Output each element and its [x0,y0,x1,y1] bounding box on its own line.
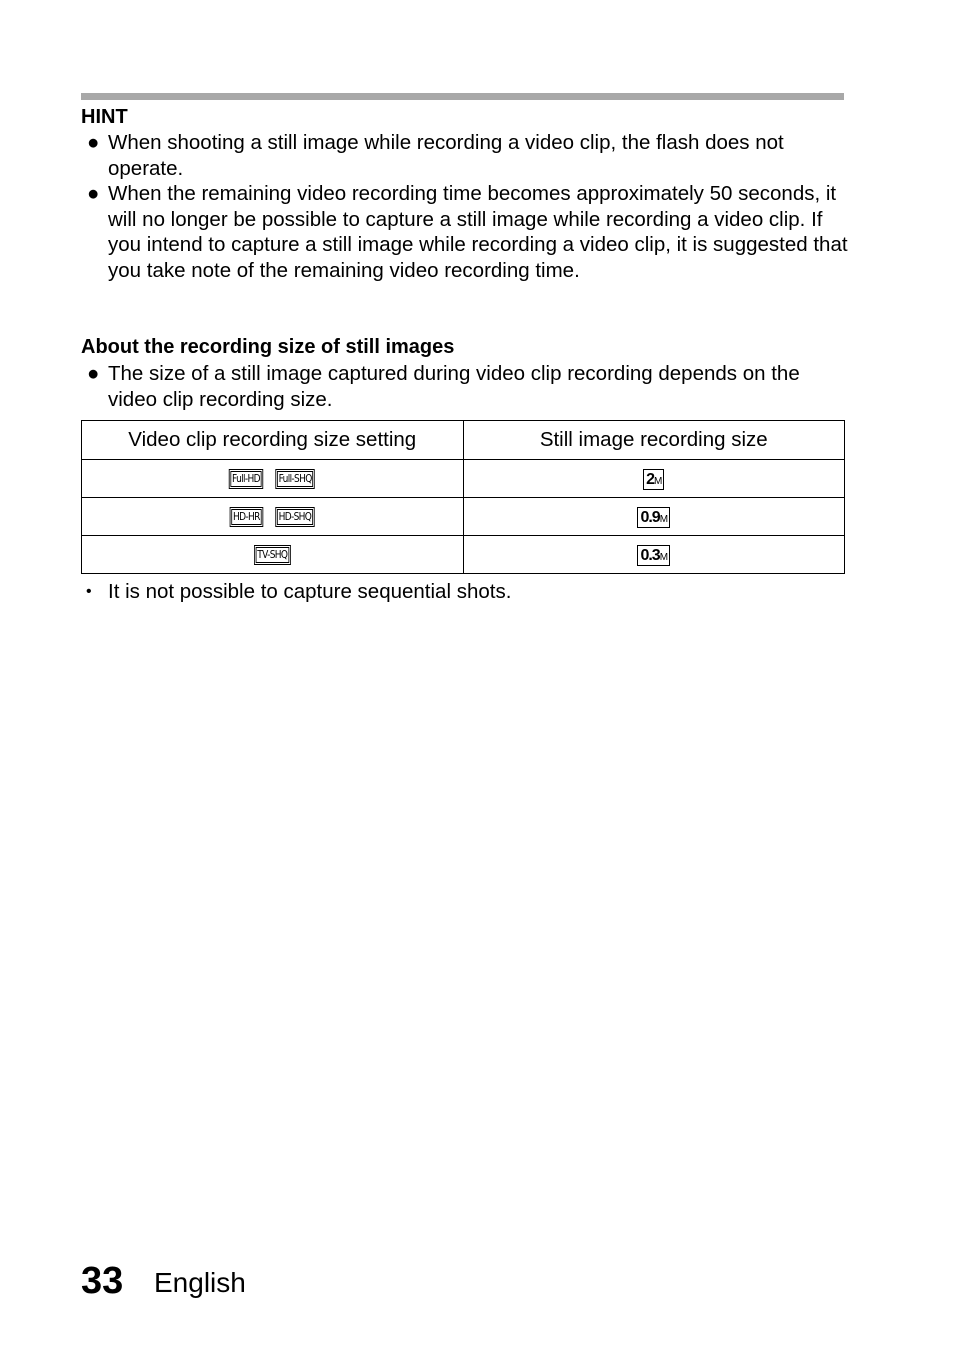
still-size-unit: M [659,513,668,525]
full-shq-icon: Full-SHQ [275,469,315,489]
bullet-mark: ● [87,182,100,206]
hint-bullet-text: When the remaining video recording time becomes approximately 50 seconds, it will no longer be possible to capture a still image while recording a video clip. If you intend to capture a still image while recording a video clip, it is suggested that you take note of the remaining video recording time. [108,182,848,282]
section-bullet-text: The size of a still image captured during video clip recording depends on the video clip recording size. [108,362,800,411]
full-hd-icon: Full-HD [229,469,263,489]
still-size-2m-icon [643,469,664,490]
bullet-mark: ● [87,131,100,154]
still-size-value: 0.9 [640,508,660,526]
hint-bullet-text: When shooting a still image while recording a video clip, the flash does not operate. [108,131,784,180]
hint-bullet [81,130,851,181]
still-size-unit: M [659,551,668,563]
still-size-value: 2 [646,470,655,488]
table-row [82,536,845,574]
table-row [82,498,845,536]
table-row [82,460,845,498]
video-size-cell [82,536,464,574]
still-size-unit: M [654,475,662,487]
table-header-row [82,421,845,460]
page-number: 33 [81,1260,124,1302]
still-size-cell [463,460,845,498]
video-size-cell [82,460,464,498]
table-header: Still image recording size [463,421,845,460]
hint-rule [81,93,844,100]
hint-bullet [81,181,851,283]
section-title: About the recording size of still images [81,336,455,358]
section-bullet-list [81,361,851,412]
recording-size-table [81,420,845,574]
section-bullet [81,361,851,412]
page-language: English [154,1267,246,1298]
video-size-cell [82,498,464,536]
tv-shq-icon: TV-SHQ [254,545,291,565]
still-size-value: 0.3 [640,546,660,564]
note-text: It is not possible to capture sequential shots. [108,580,512,603]
still-size-0-3m-icon [637,545,670,566]
still-size-0-9m-icon [637,507,670,528]
table-header: Video clip recording size setting [82,421,464,460]
still-size-cell [463,536,845,574]
table-note [81,579,511,605]
hd-shq-icon: HD-SHQ [275,507,314,527]
still-size-cell [463,498,845,536]
hd-hr-icon: HD-HR [230,507,263,527]
hint-title: HINT [81,106,128,128]
bullet-mark: ● [87,362,100,385]
hint-bullet-list [81,130,851,284]
note-mark: • [86,583,92,600]
